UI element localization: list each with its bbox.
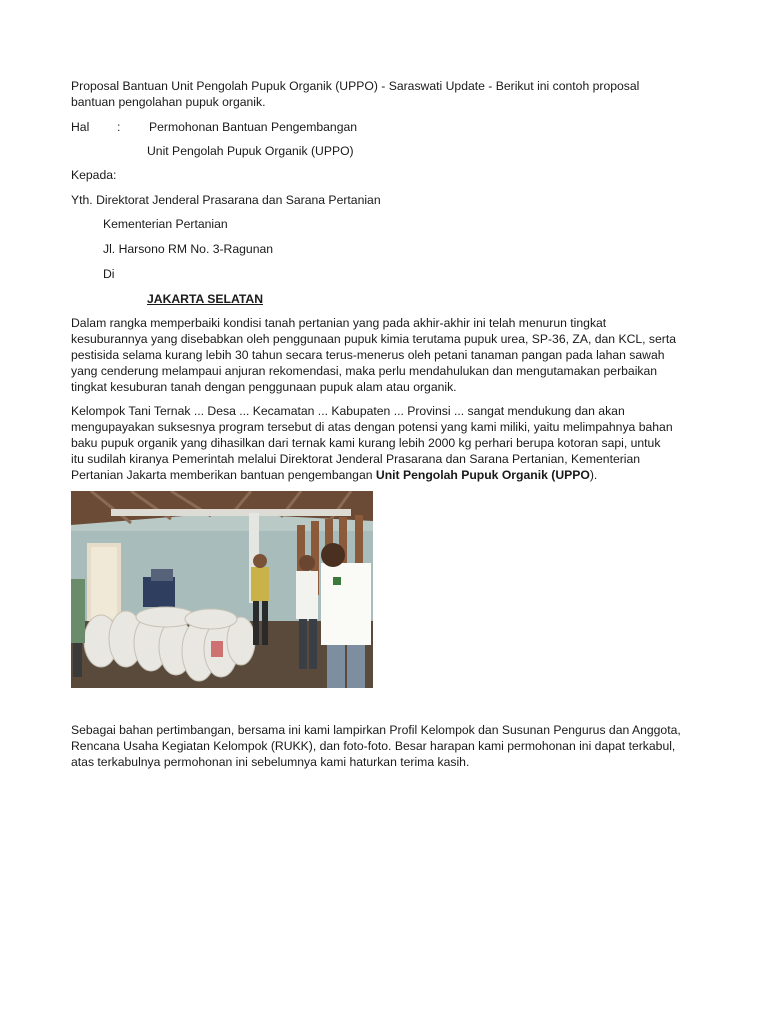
kepada-label: Kepada: [71,168,117,182]
paragraph-line: Sebagai bahan pertimbangan, bersama ini kami lampirkan Profil Kelompok dan Susunan Pengurus dan Anggota, [71,723,681,737]
warehouse-photo [71,491,373,688]
paragraph-line: itu sudilah kiranya Pemerintah melalui Direktorat Jenderal Prasarana dan Sarana Pertanian, Kementerian [71,452,641,466]
last-prefix: Pertanian Jakarta memberikan bantuan pengembangan [71,468,376,482]
subject-label: Hal [71,120,90,134]
paragraph-line: pestisida selama kurang lebih 30 tahun secara terus-menerus oleh petani tanaman pangan pada lahan sawah [71,348,665,362]
paragraph-line: mengupayakan suksesnya program tersebut di atas dengan potensi yang kami miliki, yaitu melimpahnya bahan [71,420,673,434]
recipient-city: JAKARTA SELATAN [147,292,263,306]
paragraph-line: Rencana Usaha Kegiatan Kelompok (RUKK), dan foto-foto. Besar harapan kami permohonan ini dapat terkabul, [71,739,676,753]
recipient-di: Di [103,267,115,281]
paragraph-1 [71,315,701,395]
paragraph-line: atas terkabulnya permohonan ini sebelumnya kami haturkan terima kasih. [71,755,470,769]
paragraph-line: Dalam rangka memperbaiki kondisi tanah pertanian yang pada akhir-akhir ini telah menurun tingkat [71,316,607,330]
subject-line-1: Permohonan Bantuan Pengembangan [149,120,358,134]
intro-line-1: Proposal Bantuan Unit Pengolah Pupuk Organik (UPPO) - Saraswati Update - Berikut ini contoh proposal [71,79,640,93]
recipient-yth: Yth. Direktorat Jenderal Prasarana dan Sarana Pertanian [71,193,381,207]
last-suffix: ). [589,468,598,482]
recipient-ministry: Kementerian Pertanian [103,217,228,231]
subject-colon: : [117,120,121,134]
intro-line-2: bantuan pengolahan pupuk organik. [71,95,266,109]
paragraph-line: Kelompok Tani Ternak ... Desa ... Kecamatan ... Kabupaten ... Provinsi ... sangat mendukung dan akan [71,404,625,418]
paragraph-3 [71,722,701,770]
uppo-bold-text: Unit Pengolah Pupuk Organik (UPPO [375,468,590,482]
paragraph-line: baku pupuk organik yang dihasilkan dari ternak kami kurang lebih 2000 kg perhari berupa kotoran sapi, untuk [71,436,661,450]
subject-line-2: Unit Pengolah Pupuk Organik (UPPO) [147,144,354,158]
paragraph-line: yang cenderung melampaui anjuran rekomendasi, maka perlu mendahulukan dan mengutamakan perbaikan [71,364,658,378]
recipient-address: Jl. Harsono RM No. 3-Ragunan [103,242,274,256]
paragraph-line: tingkat kesuburan tanah dengan penggunaan pupuk alam atau organik. [71,380,457,394]
paragraph-2 [71,403,701,483]
paragraph-line: kesuburannya yang disebabkan oleh penggunaan pupuk kimia terutama pupuk urea, SP-36, ZA, dan KCL, serta [71,332,677,346]
paragraph-line-last [71,467,701,483]
